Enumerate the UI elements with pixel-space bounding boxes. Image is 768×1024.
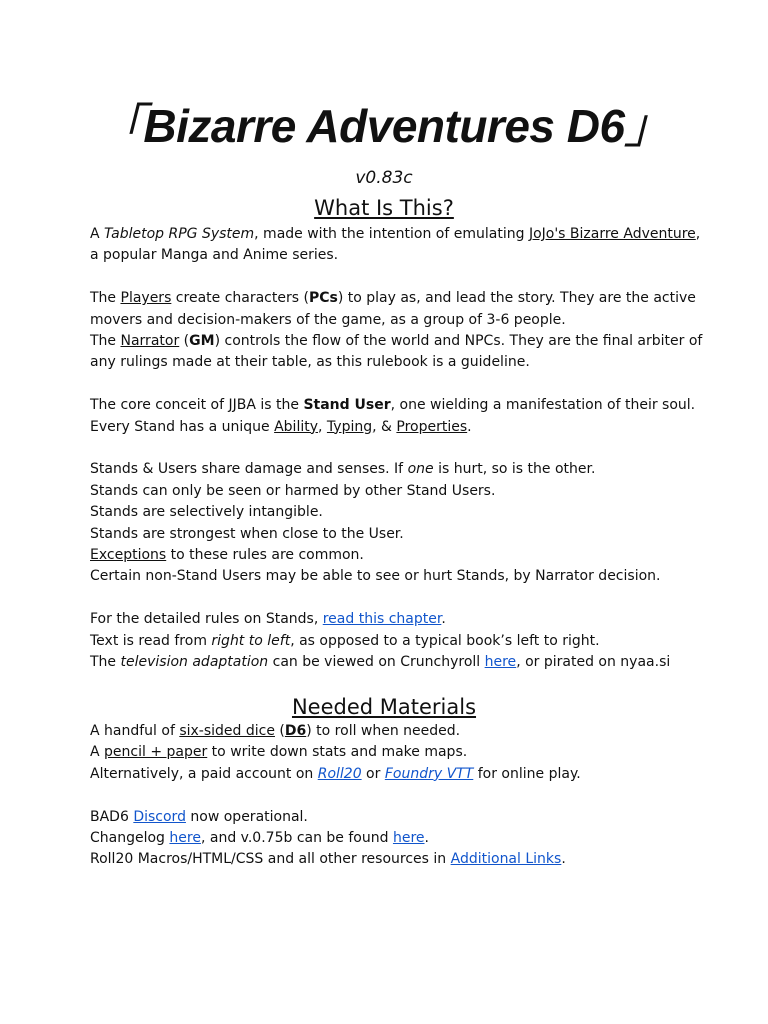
gm-term: GM (189, 333, 215, 350)
intro-line-2: a popular Manga and Anime series. (90, 247, 339, 264)
typing-term: Typing (326, 418, 373, 435)
text: can be viewed on Crunchyroll (268, 654, 485, 671)
players-line-2: movers and decision-makers of the game, as a group of 3-6 people. (90, 311, 566, 328)
text: The (90, 654, 121, 671)
materials-line-1 (90, 721, 690, 742)
text: Stands & Users share damage and senses. If (90, 461, 408, 478)
text: , (318, 418, 327, 435)
text: create characters ( (171, 290, 309, 307)
text: For the detailed rules on Stands, (90, 611, 323, 628)
text: , & (372, 418, 397, 435)
pcs-term: PCs (308, 290, 338, 307)
read-this-chapter-link[interactable]: read this chapter (322, 611, 442, 628)
text: The (90, 290, 121, 307)
intro-section (90, 224, 703, 673)
text: for online play. (473, 765, 581, 782)
text: . (441, 611, 446, 628)
d6-term: D6 (284, 723, 307, 739)
text: Roll20 Macros/HTML/CSS and all other resources in (90, 851, 451, 868)
exceptions-term: Exceptions (90, 547, 167, 564)
rules-line-5 (90, 545, 690, 566)
stand-line-1 (90, 395, 696, 416)
text: , one wielding a manifestation of their soul. (390, 397, 696, 414)
text: . (561, 851, 566, 868)
text: to write down stats and make maps. (207, 744, 468, 761)
document-title: 「Bizarre Adventures D6」 (97, 100, 671, 152)
links-line-3 (90, 849, 690, 870)
text: . (467, 418, 472, 435)
rules-line-3: Stands are selectively intangible. (90, 504, 323, 521)
details-line-3 (90, 652, 690, 673)
players-term: Players (120, 290, 172, 307)
text: , (695, 226, 701, 242)
narrator-line-1 (90, 331, 703, 352)
stand-line-2 (90, 417, 690, 438)
details-line-1 (90, 609, 690, 630)
one-term: one (407, 461, 434, 478)
rules-line-1 (90, 459, 690, 480)
tv-adaptation-term: television adaptation (120, 654, 269, 671)
properties-term: Properties (396, 418, 468, 435)
text: ) controls the flow of the world and NPCs. They are the final arbiter of (214, 333, 703, 350)
stand-user-term: Stand User (303, 397, 391, 414)
right-to-left-term: right to left (211, 632, 291, 649)
text: , as opposed to a typical book’s left to right. (290, 632, 600, 649)
version-label: v0.83c (355, 168, 413, 188)
text: Changelog (90, 830, 170, 847)
what-is-this-heading: What Is This? (314, 196, 454, 220)
text: The core conceit of JJBA is the (90, 397, 304, 414)
pencil-paper-term: pencil + paper (104, 744, 208, 761)
text: ) to roll when needed. (306, 723, 461, 739)
text: . (424, 830, 429, 847)
text: Every Stand has a unique (90, 418, 275, 435)
details-line-2 (90, 631, 690, 652)
text: is hurt, so is the other. (433, 461, 596, 478)
text: ( (274, 723, 285, 739)
text: , and v.0.75b can be found (200, 830, 393, 847)
intro-line-1 (90, 224, 701, 245)
materials-line-2 (90, 742, 690, 763)
narrator-term: Narrator (120, 333, 180, 350)
materials-section (90, 721, 690, 871)
rules-line-4: Stands are strongest when close to the User. (90, 525, 404, 542)
six-sided-dice-term: six-sided dice (179, 723, 275, 739)
v075b-here-link[interactable]: here (392, 830, 425, 847)
additional-links-link[interactable]: Additional Links (450, 851, 562, 868)
text: ( (179, 333, 190, 350)
text: now operational. (185, 808, 308, 825)
rules-line-6: Certain non-Stand Users may be able to see or hurt Stands, by Narrator decision. (90, 568, 661, 585)
text: or (361, 765, 385, 782)
discord-link[interactable]: Discord (133, 808, 186, 825)
text: ) to play as, and lead the story. They are the active (337, 290, 696, 307)
needed-materials-heading: Needed Materials (291, 695, 477, 719)
changelog-here-link[interactable]: here (169, 830, 201, 847)
links-line-1 (90, 807, 690, 828)
text: Alternatively, a paid account on (90, 765, 318, 782)
text: A (90, 744, 105, 761)
roll20-link[interactable]: Roll20 (317, 765, 362, 782)
crunchyroll-here-link[interactable]: here (484, 654, 517, 671)
foundry-vtt-link[interactable]: Foundry VTT (384, 765, 474, 782)
text: The (90, 333, 121, 350)
text: BAD6 (90, 808, 134, 825)
text: A handful of (90, 723, 180, 739)
materials-line-3 (90, 764, 690, 785)
rules-line-2: Stands can only be seen or harmed by other Stand Users. (90, 482, 496, 499)
text: Text is read from (90, 632, 212, 649)
players-line-1 (90, 288, 696, 309)
text: , made with the intention of emulating (254, 226, 529, 242)
text: , or pirated on nyaa.si (516, 654, 671, 671)
links-line-2 (90, 828, 690, 849)
ability-term: Ability (274, 418, 319, 435)
jojo-term: JoJo's Bizarre Adventure (528, 226, 696, 242)
text: A (90, 226, 105, 242)
tabletop-rpg-text: Tabletop RPG System (104, 226, 255, 242)
text: to these rules are common. (166, 547, 364, 564)
narrator-line-2: any rulings made at their table, as this rulebook is a guideline. (90, 354, 530, 371)
